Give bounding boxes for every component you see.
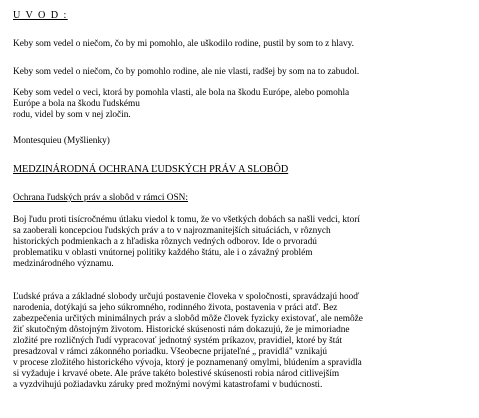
section-subtitle: Ochrana ľudských práv a slobôd v rámci OSN: [13,193,188,203]
paragraph-2-line-4: žiť skutočným dôstojným životom. Historické skúsenosti nám dokazujú, že je mimoriadne [13,325,350,335]
paragraph-1-line-4: problematiku v oblasti vnútornej politiky každého štátu, ale i o závažný problém [13,248,313,258]
paragraph-2-line-2: narodenia, dotýkajú sa jeho súkromného, rodinného života, postavenia v práci atď. Bez [13,303,338,313]
quote-3-line-3: rodu, videl by som v nej zločin. [13,110,131,120]
paragraph-2-line-5: zložité pre rozličných ľudí vypracovať jednotný systém príkazov, pravidiel, ktoré by štát [13,336,343,346]
paragraph-2-line-6: presadzoval v rámci zákonného poriadku. Všeobecne prijateľné „ pravidlá" vznikajú [13,347,328,357]
intro-heading: U V O D : [13,10,68,21]
section-title: MEDZINÁRODNÁ OCHRANA ĽUDSKÝCH PRÁV A SLOBÔD [13,164,289,175]
paragraph-1-line-5: medzinárodného významu. [13,259,114,269]
attribution: Montesquieu (Myšlienky) [13,136,110,146]
paragraph-1-line-1: Boj ľudu proti tisícročnému útlaku viedol k tomu, že vo všetkých dobách sa našli vedci, ktorí [13,215,360,225]
quote-3-line-2: Európe a bola na škodu ľudskému [13,99,140,109]
paragraph-2-line-1: Ľudské práva a základné slobody určujú postavenie človeka v spoločnosti, spravádzajú hooď [13,292,360,302]
paragraph-1-line-3: historických podmienkach a z hľadiska rôznych vedných odborov. Ide o prvoradú [13,237,317,247]
paragraph-2-line-3: zabezpečenia určitých minimálnych práv a slobôd môže človek fyzicky existovať, ale nemôže [13,314,363,324]
quote-3-line-1: Keby som vedel o veci, ktorá by pomohla vlasti, ale bola na škodu Európe, alebo pomohla [13,88,350,98]
quote-1: Keby som vedel o niečom, čo by mi pomohlo, ale uškodilo rodine, pustil by som to z hlavy. [13,39,355,49]
quote-2: Keby som vedel o niečom, čo by pomohlo rodine, ale nie vlasti, radšej by som na to zabudol. [13,67,360,77]
paragraph-2-line-9: a vyzdvihujú požiadavku záruky pred možnými novými katastrofami v budúcnosti. [13,380,323,390]
paragraph-2-line-7: v procese zložitého historického vývoja, ktorý je poznamenaný omylmi, blúdením a spravidla [13,358,362,368]
paragraph-2-line-8: si vyžaduje i krvavé obete. Ale práve takéto bolestivé skúsenosti robia národ citlivejším [13,369,340,379]
paragraph-1-line-2: sa zaoberali koncepciou ľudských práv a to v najrozmanitejších situáciách, v rôznych [13,226,331,236]
